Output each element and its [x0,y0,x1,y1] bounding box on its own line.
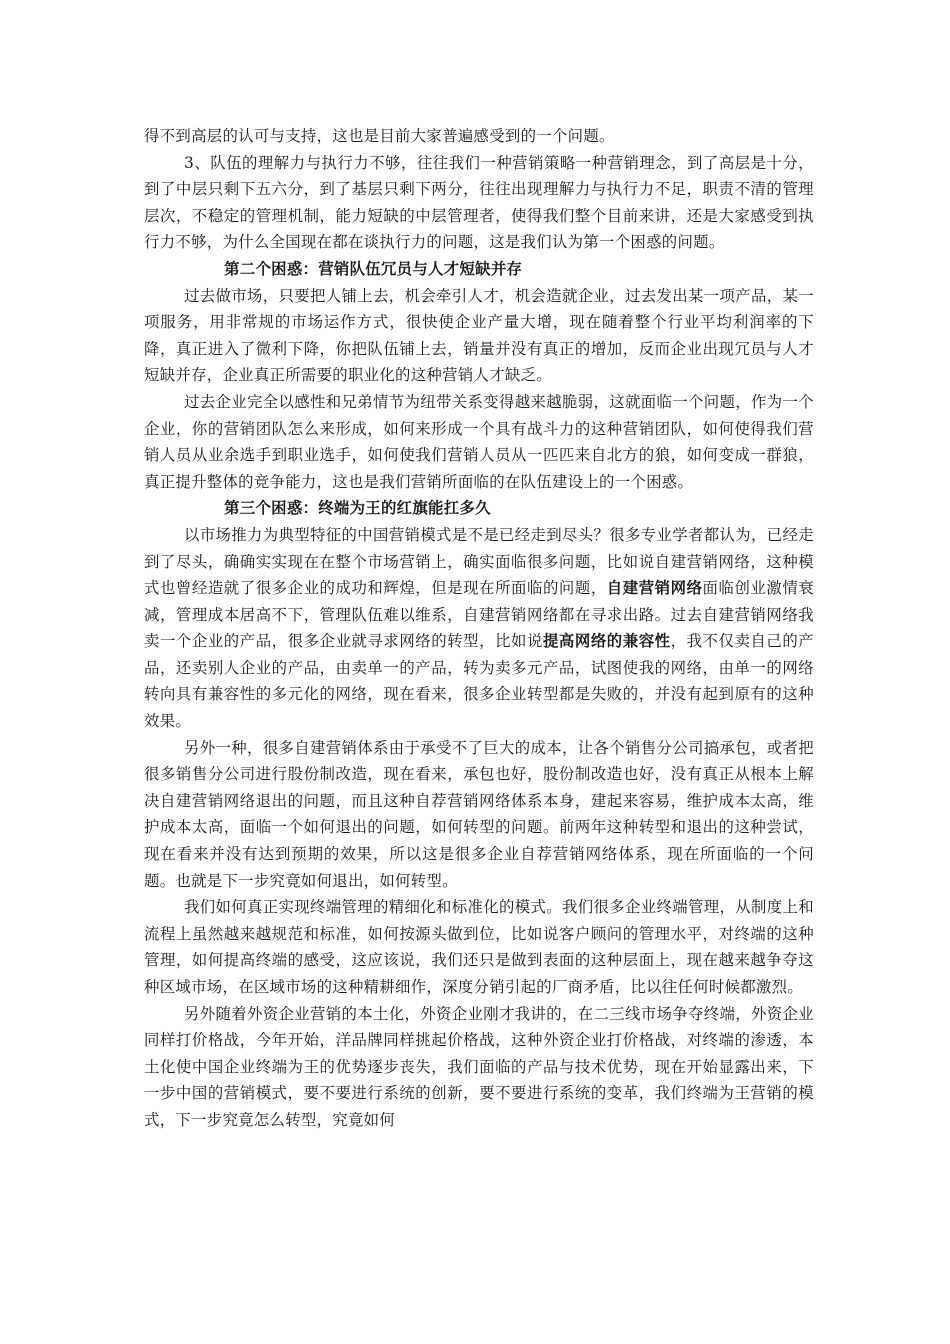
paragraph-team-building [144,389,814,495]
paragraph-text: 过去企业完全以感性和兄弟情节为纽带关系变得越来越脆弱，这就面临一个问题，作为一个企业，你的营销团队怎么来形成，如何来形成一个具有战斗力的这种营销团队，如何使得我们营销人员从业余选手到职业选手，如何使我们营销人员从一匹匹来自北方的狼，如何变成一群狼，真正提升整体的竞争能力，这也是我们营销所面临的在队伍建设上的一个困惑。 [144,392,814,491]
paragraph-text: 得不到高层的认可与支持，这也是目前大家普遍感受到的一个问题。 [144,127,615,145]
paragraph-terminal-management [144,894,814,1000]
paragraph-text: 3、队伍的理解力与执行力不够，往往我们一种营销策略一种营销理念，到了高层是十分，到了中层只剩下五六分，到了基层只剩下两分，往往出现理解力与执行力不足，职责不清的管理层次，不稳定的管理机制，能力短缺的中层管理者，使得我们整个目前来讲，还是大家感受到执行力不够，为什么全国现在都在谈执行力的问题，这是我们认为第一个困惑的问题。 [144,153,814,252]
paragraph-market-past [144,283,814,389]
paragraph-text: 另外一种，很多自建营销体系由于承受不了巨大的成本，让各个销售分公司搞承包，或者把很多销售分公司进行股份制改造，现在看来，承包也好，股份制改造也好，没有真正从根本上解决自建营销网络退出的问题，而且这种自荐营销网络体系本身，建起来容易，维护成本太高，维护成本太高，面临一个如何退出的问题，如何转型的问题。前两年这种转型和退出的这种尝试，现在看来并没有达到预期的效果，所以这是很多企业自荐营销网络体系，现在所面临的一个问题。也就是下一步究竟如何退出，如何转型。 [144,738,814,890]
paragraph-text: 我们如何真正实现终端管理的精细化和标准化的模式。我们很多企业终端管理，从制度上和流程上虽然越来越规范和标准，如何按源头做到位，比如说客户顾问的管理水平，对终端的这种管理，如何提高终端的感受，这应该说，我们还只是做到表面的这种层面上，现在越来越争夺这种区域市场，在区域市场的这种精耕细作，深度分销引起的厂商矛盾，比以往任何时候都激烈。 [144,898,814,996]
paragraph-marketing-model [144,522,814,735]
paragraph-foreign-enterprises [144,1001,814,1134]
paragraph-text: 过去做市场，只要把人铺上去，机会牵引人才，机会造就企业，过去发出某一项产品，某一项服务，用非常规的市场运作方式，很快使企业产量大增，现在随着整个行业平均利润率的下降，真正进入了微利下降，你把队伍铺上去，销量并没有真正的增加，反而企业出现冗员与人才短缺并存，企业真正所需要的职业化的这种营销人才缺乏。 [144,286,814,385]
section-heading-third-confusion: 第三个困惑：终端为王的红旗能扛多久 [224,499,491,518]
paragraph-text: 面临创业激情衰减，管理成本居高不下，管理队伍难以维系，自建营销网络都在寻求出路。过去自建营销网络我卖一个企业的产品，很多企业就寻求网络的转型，比如说 [144,579,814,651]
paragraph-text: 以市场推力为典型特征的中国营销模式是不是已经走到尽头？很多专业学者都认为，已经走到了尽头，确确实实现在在整个市场营销上，确实面临很多问题，比如说自建营销网络，这种模式也曾经造就了很多企业的成功和辉煌，但是现在所面临的问题， [144,525,814,598]
paragraph-contracting [144,735,814,895]
document-page [144,123,814,1134]
section-heading-second-confusion: 第二个困惑：营销队伍冗员与人才短缺并存 [224,259,523,278]
bold-term-network-compatibility: 提高网络的兼容性 [542,632,671,651]
paragraph-text: 另外随着外资企业营销的本土化，外资企业刚才我讲的，在二三线市场争夺终端，外资企业同样打价格战，今年开始，洋品牌同样挑起价格战，这种外资企业打价格战，对终端的渗透，本土化使中国企业终端为王的优势逐步丧失，我们面临的产品与技术优势，现在开始显露出来，下一步中国的营销模式，要不要进行系统的创新，要不要进行系统的变革，我们终端为王营销的模式，下一步究竟怎么转型，究竟如何 [144,1004,814,1129]
paragraph-text: ，我不仅卖自己的产品，还卖别人企业的产品，由卖单一的产品，转为卖多元产品，试图使我的网络，由单一的网络转向具有兼容性的多元化的网络，现在看来，很多企业转型都是失败的，并没有起到原有的这种效果。 [144,632,814,731]
paragraph-continuation [144,123,814,150]
bold-term-self-built-network: 自建营销网络 [606,579,703,598]
paragraph-execution-problem [144,150,814,256]
